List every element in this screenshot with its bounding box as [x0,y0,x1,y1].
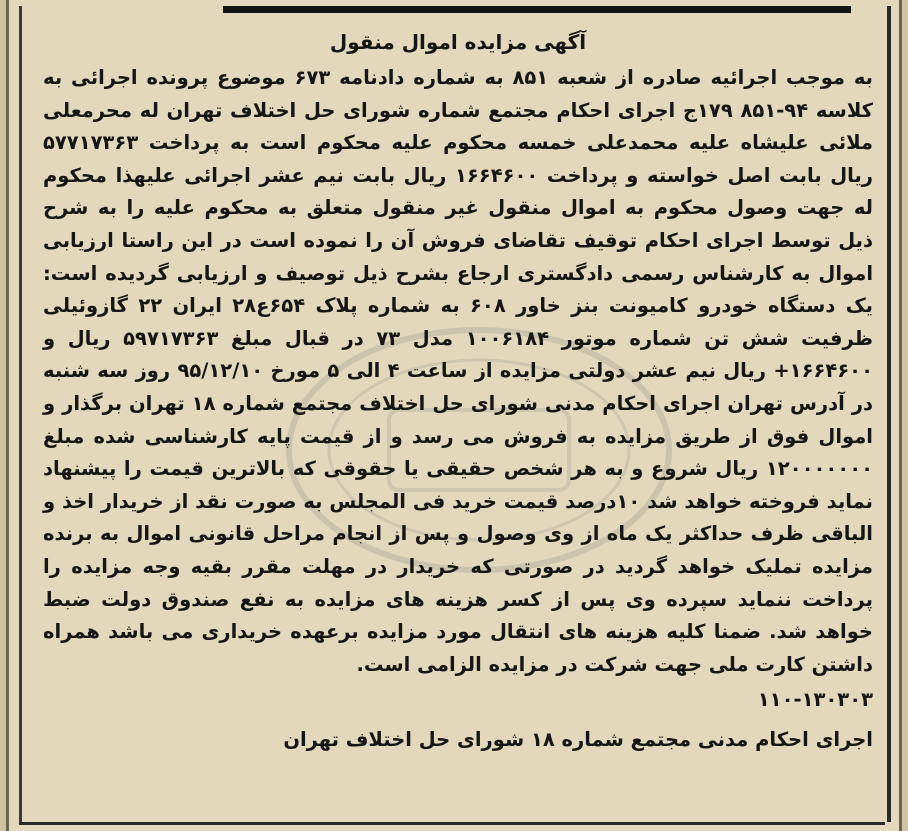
top-border-rule [223,6,851,13]
issuer-signature: اجرای احکام مدنی مجتمع شماره ۱۸ شورای حل اختلاف تهران [283,728,873,752]
reference-number: ۱۱۰-۱۳۰۳۰۳ [757,688,873,712]
notice-body: به موجب اجرائیه صادره از شعبه ۸۵۱ به شماره دادنامه ۶۷۳ موضوع پرونده اجرائی به کلاسه ۹۴-۸۵۱ ۱۷۹ج اجرای احکام مجتمع شماره شورای حل اختلاف تهران له محرمعلی ملائی علیشاه علیه محمدعلی خمسه محکوم علیه محکوم است به پرداخت ۵۷۷۱۷۳۶۳ ریال بابت اصل خواسته و پرداخت ۱۶۶۴۶۰۰ ریال بابت نیم عشر اجرائی علیهذا محکوم له جهت وصول محکوم به اموال منقول غیر منقول متعلق به محکوم علیه را به شرح ذیل توسط اجرای احکام توقیف تقاضای فروش آن را نموده است در این راستا ارزیابی اموال به کارشناس رسمی دادگستری ارجاع بشرح ذیل توصیف و ارزیابی گردیده است: یک دستگاه خودرو کامیونت بنز خاور ۶۰۸ به شماره پلاک ۶۵۴ع۲۸ ایران ۲۲ گازوئیلی ظرفیت شش تن شماره موتور ۱۰۰۶۱۸۴ مدل ۷۳ در قبال مبلغ ۵۹۷۱۷۳۶۳ ریال و ۱۶۶۴۶۰۰+ ریال نیم عشر دولتی مزایده از ساعت ۴ الی ۵ مورخ ۹۵/۱۲/۱۰ روز سه شنبه در آدرس تهران اجرای احکام مدنی شورای حل اختلاف مجتمع شماره ۱۸ تهران برگذار و اموال فوق از طریق مزایده به فروش می رسد و از قیمت پایه کارشناسی شده مبلغ ۱۲۰۰۰۰۰۰۰ ریال شروع و به هر شخص حقیقی یا حقوقی که بالاترین قیمت را پیشنهاد نماید فروخته خواهد شد ۱۰درصد قیمت خرید فی المجلس به صورت نقد از خریدار اخذ و الباقی ظرف حداکثر یک ماه از وی وصول و پس از انجام مراحل قانونی اموال به برنده مزایده تملیک خواهد گردید در صورتی که خریدار در مهلت مقرر بقیه وجه مزایده را پرداخت ننماید سپرده وی پس از کسر هزینه های مزایده به نفع صندوق دولت ضبط خواهد شد. ضمنا کلیه هزینه های انتقال مورد مزایده برعهده خریداری می باشد همراه داشتن کارت ملی جهت شرکت در مزایده الزامی است. [43,66,874,676]
newspaper-clipping [6,0,902,831]
notice-title: آگهی مزایده اموال منقول [329,30,587,54]
bottom-border-rule [19,822,885,825]
left-border-rule [19,6,22,822]
right-border-rule [887,6,891,822]
notice-content [43,24,873,757]
